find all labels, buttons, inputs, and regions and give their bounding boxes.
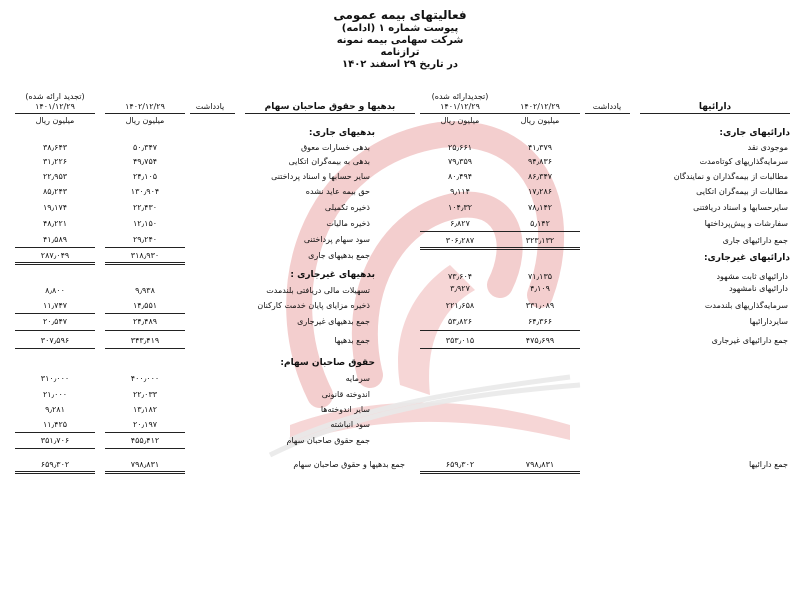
equity-total-label: جمع حقوق صاحبان سهام	[286, 436, 370, 445]
liab-current-total-current: ۳۱۸٫۹۳۰	[130, 251, 160, 260]
liab-total-current: ۳۴۳٫۴۱۹	[130, 336, 160, 345]
liab-row-label: ذخیره مزایای پایان خدمت کارکنان	[257, 301, 370, 310]
asset-row-current: ۳۳۱٫۰۸۹	[525, 301, 555, 310]
asset-prior-total-rule	[420, 247, 500, 250]
liab-restated-note: (تجدید ارائه شده)	[25, 92, 85, 101]
liab-unit-prior: میلیون ریال	[35, 116, 75, 125]
document-subtitle: پیوست شماره ۱ (ادامه)	[341, 23, 459, 34]
liab-noncurrent-total-label: جمع بدهیهای غیرجاری	[297, 317, 370, 326]
liab-row-label: بدهی به بیمه‌گران اتکایی	[288, 157, 370, 166]
asset-row-label: موجودی نقد	[747, 143, 788, 152]
liab-noncurrent-total-current: ۲۴٫۴۸۹	[132, 317, 158, 326]
liab-row-prior: ۱۹٫۱۷۴	[42, 203, 68, 212]
asset-row-current: ۶۴٫۳۶۶	[527, 317, 553, 326]
liab-row-prior: ۳۱٫۲۲۶	[42, 157, 68, 166]
equity-row-label: سرمایه	[345, 374, 370, 383]
liab-current-total-prior: ۲۸۷٫۰۴۹	[40, 251, 70, 260]
liab-total-prior-rule	[15, 348, 95, 349]
liab-current-total-label: جمع بدهیهای جاری	[308, 251, 370, 260]
asset-note-rule	[585, 113, 630, 114]
asset-row-label: دارائیهای ثابت مشهود	[716, 272, 788, 281]
liab-equity-grand-rule	[105, 471, 185, 474]
liab-row-current: ۲۲٫۴۳۰	[132, 203, 158, 212]
asset-noncurrent-total-prior: ۳۵۳٫۰۱۵	[445, 336, 475, 345]
liab-row-prior: ۴۱٫۵۸۹	[42, 235, 68, 244]
equity-subtotal-rule	[105, 432, 185, 433]
liab-row-prior: ۴۸٫۲۲۱	[42, 219, 68, 228]
liab-row-label: تسهیلات مالی دریافتی بلندمدت	[266, 286, 370, 295]
asset-prior-grand-total-rule	[420, 471, 500, 474]
liab-row-label: حق بیمه عاید نشده	[305, 187, 370, 196]
asset-row-prior: ۲۲۱٫۶۵۸	[445, 301, 475, 310]
asset-note-header: یادداشت	[592, 102, 622, 111]
liab-total-rule-top	[105, 330, 185, 331]
liab-row-current: ۵۰٫۳۴۷	[132, 143, 158, 152]
liab-equity-total-prior: ۶۵۹٫۳۰۲	[40, 460, 70, 469]
equity-prior-subtotal-rule	[15, 432, 95, 433]
equity-row-label: اندوخته قانونی	[321, 390, 370, 399]
asset-row-prior: ۶٫۸۲۷	[450, 219, 470, 228]
document-header	[0, 8, 800, 71]
asset-row-prior: ۷۳٫۶۰۴	[447, 272, 473, 281]
equity-row-current: ۲۲٫۰۳۳	[132, 390, 158, 399]
liab-row-current: ۱۳۰٫۹۰۴	[130, 187, 160, 196]
liab-col-prior: ۱۴۰۱/۱۲/۲۹	[35, 102, 75, 111]
equity-row-label: سود انباشته	[330, 420, 370, 429]
liab-row-label: ذخیره مالیات	[326, 219, 370, 228]
liab-row-current: ۹٫۹۳۸	[135, 286, 155, 295]
asset-prior-rule	[420, 113, 500, 114]
equity-row-prior: ۲۱٫۰۰۰	[42, 390, 68, 399]
asset-row-label: سفارشات و پیش‌پرداختها	[704, 219, 788, 228]
asset-row-prior: ۲۵٫۶۶۱	[447, 143, 473, 152]
liab-total-rule	[105, 348, 185, 349]
asset-current-rule	[500, 113, 580, 114]
asset-row-label: سایردارائیها	[749, 317, 788, 326]
asset-unit-current: میلیون ریال	[520, 116, 560, 125]
equity-row-current: ۱۳٫۱۸۲	[132, 405, 158, 414]
liab-row-current: ۱۲٫۱۵۰	[132, 219, 158, 228]
asset-unit-prior: میلیون ریال	[440, 116, 480, 125]
asset-row-label: سرمایه‌گذاریهای بلندمدت	[704, 301, 788, 310]
liab-note-rule	[190, 113, 235, 114]
liab-current-total-rule	[105, 262, 185, 265]
asset-noncurrent-total-rule	[500, 348, 580, 349]
liab-heading: بدهیها و حقوق صاحبان سهام	[264, 102, 396, 112]
liab-row-prior: ۳۸٫۶۴۳	[42, 143, 68, 152]
liab-equity-total-label: جمع بدهیها و حقوق صاحبان سهام	[293, 460, 405, 469]
liab-row-prior: ۱۱٫۷۴۷	[42, 301, 68, 310]
liab-current-rule	[105, 113, 185, 114]
asset-row-current: ۱۷٫۲۸۶	[527, 187, 553, 196]
asset-noncurrent-total-label: جمع دارائیهای غیرجاری	[711, 336, 788, 345]
report-name: ترازنامه	[380, 47, 420, 58]
liab-row-current: ۲۴٫۱۰۵	[132, 172, 158, 181]
asset-restated-note: (تجدیدارائه شده)	[431, 92, 489, 101]
liab-row-label: سایر حسابها و اسناد پرداختنی	[271, 172, 370, 181]
liab-row-current: ۴۹٫۷۵۴	[132, 157, 158, 166]
asset-row-prior: ۵۳٫۸۲۶	[447, 317, 473, 326]
liab-noncurrent-total-prior: ۲۰٫۵۴۷	[42, 317, 68, 326]
liab-row-current: ۱۴٫۵۵۱	[132, 301, 158, 310]
liab-col-current: ۱۴۰۲/۱۲/۲۹	[125, 102, 165, 111]
asset-row-current: ۵٫۱۴۲	[530, 219, 550, 228]
equity-prior-total-rule	[15, 448, 95, 449]
asset-row-current: ۷۸٫۱۴۲	[527, 203, 553, 212]
report-date: در تاریخ ۲۹ اسفند ۱۴۰۲	[341, 59, 458, 70]
asset-row-label: سایرحسابها و اسناد دریافتنی	[693, 203, 788, 212]
asset-row-current: ۹۴٫۸۳۶	[527, 157, 553, 166]
asset-row-current: ۴٫۱۰۹	[530, 284, 550, 293]
asset-row-current: ۴۱٫۳۷۹	[527, 143, 553, 152]
liab-row-label: ذخیره تکمیلی	[324, 203, 370, 212]
equity-row-prior: ۳۱۰٫۰۰۰	[40, 374, 70, 383]
liab-equity-total-current: ۷۹۸٫۸۳۱	[130, 460, 160, 469]
asset-row-prior: ۱۰۴٫۳۲	[447, 203, 473, 212]
asset-noncurrent-total-current: ۴۷۵٫۶۹۹	[525, 336, 555, 345]
asset-noncurrent-heading: دارائیهای غیرجاری:	[703, 253, 790, 263]
liab-total-label: جمع بدهیها	[334, 336, 370, 345]
liab-total-prior: ۳۰۷٫۵۹۶	[40, 336, 70, 345]
equity-row-label: سایر اندوخته‌ها	[320, 405, 370, 414]
asset-row-prior: ۳٫۹۲۷	[450, 284, 470, 293]
liab-noncurrent-subtotal-rule	[105, 313, 185, 314]
liab-prior-subtotal-rule	[15, 247, 95, 248]
asset-row-current: ۸۶٫۳۴۷	[527, 172, 553, 181]
asset-current-total-label: جمع دارائیهای جاری	[722, 236, 788, 245]
document-title: فعالیتهای بیمه عمومی	[333, 8, 467, 22]
liab-prior-rule	[15, 113, 95, 114]
asset-grand-total-current: ۷۹۸٫۸۳۱	[525, 460, 555, 469]
asset-row-prior: ۷۹٫۳۵۹	[447, 157, 473, 166]
liab-current-heading: بدهیهای جاری:	[308, 128, 375, 138]
liab-row-prior: ۲۲٫۹۵۳	[42, 172, 68, 181]
asset-current-heading: دارائیهای جاری:	[719, 128, 790, 138]
asset-grand-total-rule	[500, 471, 580, 474]
liab-row-label: بدهی خسارات معوق	[300, 143, 370, 152]
liab-current-subtotal-rule	[105, 247, 185, 248]
asset-col-prior: ۱۴۰۱/۱۲/۲۹	[440, 102, 480, 111]
equity-heading: حقوق صاحبان سهام:	[280, 358, 375, 368]
asset-grand-total-prior: ۶۵۹٫۳۰۲	[445, 460, 475, 469]
liab-row-prior: ۸٫۸۰۰	[45, 286, 65, 295]
asset-heading: دارائیها	[698, 102, 732, 112]
asset-heading-rule	[640, 113, 790, 114]
liab-prior-total-rule	[15, 262, 95, 265]
equity-row-prior: ۱۱٫۴۲۵	[42, 420, 68, 429]
equity-row-current: ۴۰۰٫۰۰۰	[130, 374, 160, 383]
asset-row-label: دارائیهای نامشهود	[729, 284, 788, 293]
equity-total-current: ۴۵۵٫۴۱۲	[130, 436, 160, 445]
liab-noncurrent-prior-rule	[15, 313, 95, 314]
asset-prior-subtotal-rule	[420, 231, 500, 232]
asset-current-total-rule	[500, 247, 580, 250]
asset-col-current: ۱۴۰۲/۱۲/۲۹	[520, 102, 560, 111]
liab-row-prior: ۸۵٫۲۴۳	[42, 187, 68, 196]
liab-note-header: یادداشت	[195, 102, 225, 111]
liab-total-prior-rule-top	[15, 330, 95, 331]
asset-grand-total-label: جمع دارائیها	[748, 460, 788, 469]
liab-heading-rule	[245, 113, 415, 114]
liab-row-current: ۲۹٫۲۴۰	[132, 235, 158, 244]
asset-current-subtotal-rule	[500, 231, 580, 232]
equity-row-prior: ۹٫۲۸۱	[45, 405, 65, 414]
asset-current-total-current: ۳۲۳٫۱۳۲	[525, 236, 555, 245]
liab-equity-prior-grand-rule	[15, 471, 95, 474]
asset-noncurrent-subtotal-rule	[500, 330, 580, 331]
asset-row-label: مطالبات از بیمه‌گذاران و نمایندگان	[673, 172, 788, 181]
company-name: شرکت سهامی بیمه نمونه	[336, 35, 464, 46]
asset-noncurrent-prior-total-rule	[420, 348, 500, 349]
asset-row-prior: ۹٫۱۱۴	[450, 187, 470, 196]
liab-unit-current: میلیون ریال	[125, 116, 165, 125]
liab-noncurrent-heading: بدهیهای غیرجاری :	[290, 270, 375, 280]
asset-noncurrent-prior-rule	[420, 330, 500, 331]
asset-row-label: مطالبات از بیمه‌گران اتکایی	[696, 187, 788, 196]
equity-total-rule	[105, 448, 185, 449]
asset-current-total-prior: ۳۰۶٫۲۸۷	[445, 236, 475, 245]
asset-row-current: ۷۱٫۱۳۵	[527, 272, 553, 281]
equity-row-current: ۲۰٫۱۹۷	[132, 420, 158, 429]
liab-row-label: سود سهام پرداختنی	[303, 235, 370, 244]
asset-row-label: سرمایه‌گذاریهای کوتاه‌مدت	[699, 157, 788, 166]
equity-total-prior: ۳۵۱٫۷۰۶	[40, 436, 70, 445]
asset-row-prior: ۸۰٫۴۹۴	[447, 172, 473, 181]
